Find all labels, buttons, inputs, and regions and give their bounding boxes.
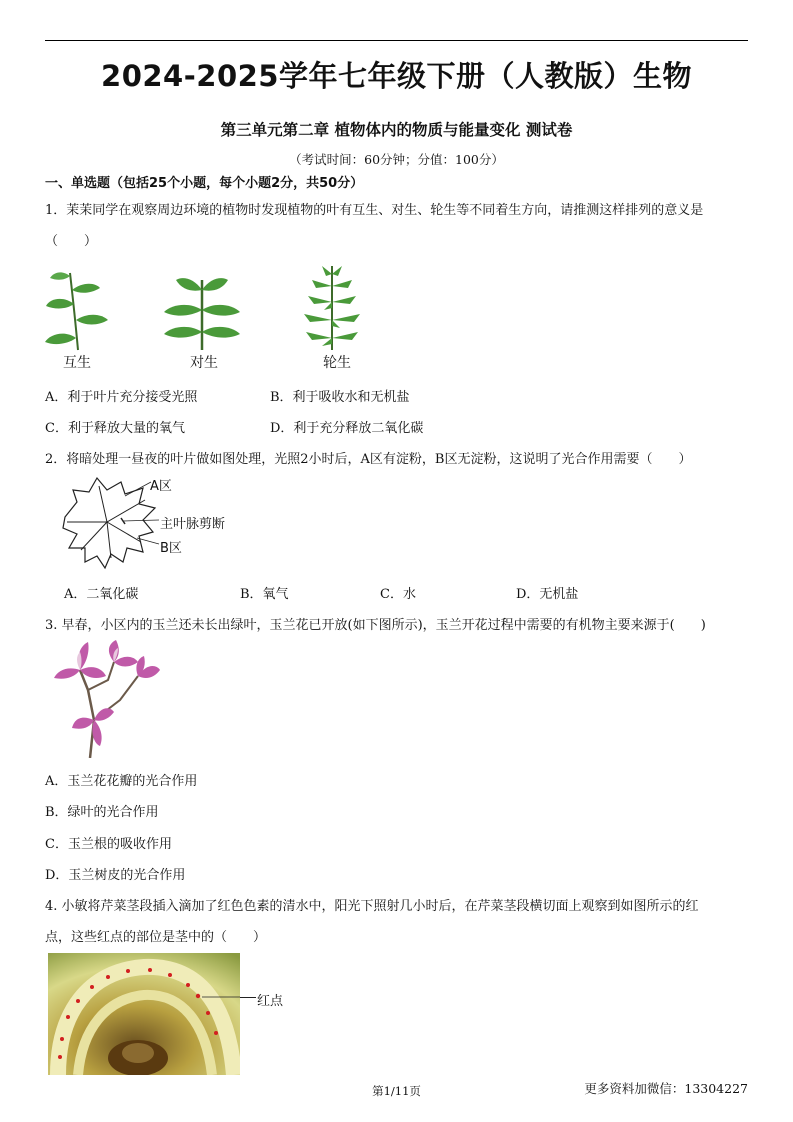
exam-info: （考试时间：60分钟；分值：100分） — [289, 152, 504, 167]
q3-option-d[interactable]: D．玉兰树皮的光合作用 — [45, 868, 186, 883]
q2-option-c[interactable]: C．水 — [380, 587, 416, 602]
q2-option-a[interactable]: A．二氧化碳 — [64, 587, 139, 602]
magnolia-figure — [50, 640, 162, 758]
opposite-leaves-figure — [160, 270, 245, 350]
q3-stem: 3. 早春，小区内的玉兰还未长出绿叶，玉兰花已开放(如下图所示)，玉兰开花过程中需要的有机物主要来源于( ) — [45, 618, 706, 633]
q1-option-a[interactable]: A．利于叶片充分接受光照 — [45, 390, 198, 405]
q2-option-d[interactable]: D．无机盐 — [516, 587, 579, 602]
q4-label-red-dot: 红点 — [257, 994, 284, 1009]
top-rule — [45, 40, 748, 41]
q3-option-c[interactable]: C．玉兰根的吸收作用 — [45, 837, 172, 852]
whorled-leaves-figure — [300, 262, 365, 350]
q1-caption-whorled: 轮生 — [323, 355, 351, 371]
q1-option-c[interactable]: C．利于释放大量的氧气 — [45, 421, 185, 436]
q1-stem-line1: 1．茉茉同学在观察周边环境的植物时发现植物的叶有互生、对生、轮生等不同着生方向，请推测这样排列的意义是 — [45, 203, 704, 218]
page-number: 第1/11页 — [372, 1084, 421, 1098]
q2-label-b-zone: B区 — [160, 541, 182, 556]
q1-option-d[interactable]: D．利于充分释放二氧化碳 — [270, 421, 424, 436]
q4-stem-line2: 点，这些红点的部位是茎中的（ ） — [45, 930, 267, 945]
q4-stem-line1: 4. 小敏将芹菜茎段插入滴加了红色色素的清水中，阳光下照射几小时后，在芹菜茎段横切面上观察到如图所示的红 — [45, 899, 699, 914]
q2-option-b[interactable]: B．氧气 — [240, 587, 289, 602]
q3-option-b[interactable]: B．绿叶的光合作用 — [45, 805, 159, 820]
celery-cross-section-photo — [48, 953, 240, 1075]
footer-contact: 更多资料加微信：13304227 — [584, 1081, 748, 1096]
q2-stem: 2．将暗处理一昼夜的叶片做如图处理，光照2小时后，A区有淀粉，B区无淀粉，这说明了光合作用需要（ ） — [45, 452, 692, 467]
alternate-leaves-figure — [40, 268, 115, 353]
q3-option-a[interactable]: A．玉兰花花瓣的光合作用 — [45, 774, 198, 789]
page-subtitle: 第三单元第二章 植物体内的物质与能量变化 测试卷 — [220, 121, 573, 139]
q1-stem-line2: （ ） — [45, 234, 98, 249]
q1-caption-opposite: 对生 — [190, 355, 218, 371]
q1-option-b[interactable]: B．利于吸收水和无机盐 — [270, 390, 410, 405]
q1-caption-alternate: 互生 — [63, 355, 91, 371]
page-title: 2024-2025学年七年级下册（人教版）生物 — [101, 59, 692, 93]
q2-label-main-vein: 主叶脉剪断 — [160, 517, 226, 532]
q2-label-a-zone: A区 — [150, 479, 172, 494]
section-heading: 一、单选题（包括25个小题，每个小题2分，共50分） — [45, 176, 364, 191]
red-dot-leader-line — [240, 997, 256, 998]
